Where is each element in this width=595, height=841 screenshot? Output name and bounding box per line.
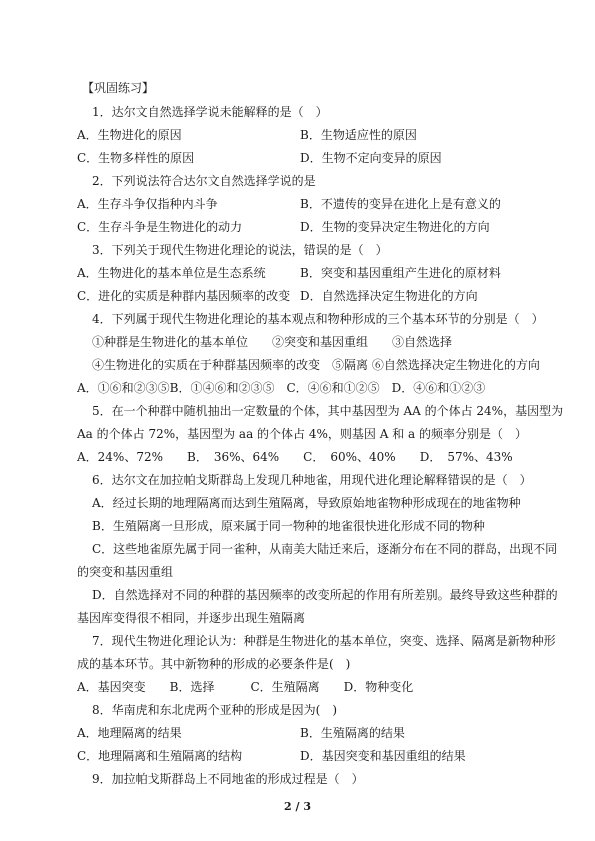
question-6-stem: 6．达尔文在加拉帕戈斯群岛上发现几种地雀，用现代进化理论解释错误的是（ ） [92, 473, 532, 487]
question-4-stem: 4．下列属于现代生物进化理论的基本观点和物种形成的三个基本环节的分别是（ ） [92, 312, 544, 326]
question-1-option-c: C．生物多样性的原因 [77, 151, 195, 165]
question-2-option-d: D．生物的变异决定生物进化的方向 [300, 220, 490, 234]
question-5-stem-2: Aa 的个体占 72%，基因型为 aa 的个体占 4%，则基因 A 和 a 的频率分别是（ ） [77, 427, 527, 441]
question-2-stem: 2．下列说法符合达尔文自然选择学说的是 [92, 174, 316, 188]
question-1-stem: 1．达尔文自然选择学说未能解释的是（ ） [92, 105, 328, 119]
question-2-option-c: C．生存斗争是生物进化的动力 [77, 220, 243, 234]
question-2-option-b: B．不遗传的变异在进化上是有意义的 [300, 197, 501, 211]
question-3-stem: 3．下列关于现代生物进化理论的说法，错误的是（ ） [92, 243, 388, 257]
question-4-statements-2: ④生物进化的实质在于种群基因频率的改变 ⑤隔离 ⑥自然选择决定生物进化的方向 [92, 358, 540, 372]
question-6-option-c-1: C．这些地雀原先属于同一雀种，从南美大陆迁来后，逐渐分布在不同的群岛，出现不同 [92, 542, 558, 556]
question-6-option-c-2: 的突变和基因重组 [77, 565, 174, 579]
question-6-option-d-2: 基因库变得很不相同，并逐步出现生殖隔离 [77, 611, 306, 625]
question-8-option-d: D．基因突变和基因重组的结果 [300, 749, 466, 763]
question-8-stem: 8．华南虎和东北虎两个亚种的形成是因为( ) [92, 703, 337, 717]
question-6-option-b: B．生殖隔离一旦形成，原来属于同一物种的地雀很快进化形成不同的物种 [92, 519, 485, 533]
question-1-option-a: A．生物进化的原因 [77, 128, 182, 142]
question-3-option-b: B．突变和基因重组产生进化的原材料 [300, 266, 501, 280]
question-8-option-c: C．地理隔离和生殖隔离的结构 [77, 749, 243, 763]
question-3-option-d: D．自然选择决定生物进化的方向 [300, 289, 478, 303]
section-title: 【巩固练习】 [82, 81, 155, 95]
question-9-stem: 9．加拉帕戈斯群岛上不同地雀的形成过程是（ ） [92, 772, 364, 786]
question-6-option-a: A．经过长期的地理隔离而达到生殖隔离，导致原始地雀物种形成现在的地雀物种 [92, 496, 521, 510]
question-2-option-a: A．生存斗争仅指种内斗争 [77, 197, 218, 211]
question-3-option-c: C．进化的实质是种群内基因频率的改变 [77, 289, 291, 303]
question-4-options: A．①⑥和②③⑤B．①④⑥和②③⑤ C．④⑥和①②⑤ D．④⑥和①②③ [77, 381, 486, 395]
question-3-option-a: A．生物进化的基本单位是生态系统 [77, 266, 266, 280]
question-8-option-b: B．生殖隔离的结果 [300, 726, 405, 740]
question-8-option-a: A．地理隔离的结果 [77, 726, 182, 740]
question-1-option-d: D．生物不定向变异的原因 [300, 151, 442, 165]
question-4-statements-1: ①种群是生物进化的基本单位 ②突变和基因重组 ③自然选择 [92, 335, 453, 349]
question-5-options: A．24%、72% B． 36%、64% C． 60%、40% D． 57%、43% [77, 450, 513, 464]
question-5-stem-1: 5．在一个种群中随机抽出一定数量的个体，其中基因型为 AA 的个体占 24%，基因型为 [92, 404, 564, 418]
question-7-stem-2: 成的基本环节。其中新物种的形成的必要条件是( ) [77, 657, 351, 671]
question-6-option-d-1: D．自然选择对不同的种群的基因频率的改变所起的作用有所差别。最终导致这些种群的 [92, 588, 558, 602]
question-1-option-b: B．生物适应性的原因 [300, 128, 417, 142]
question-7-stem-1: 7．现代生物进化理论认为：种群是生物进化的基本单位，突变、选择、隔离是新物种形 [92, 634, 556, 648]
page-number: 2 / 3 [284, 800, 311, 813]
question-7-options: A．基因突变 B．选择 C．生殖隔离 D．物种变化 [77, 680, 414, 694]
